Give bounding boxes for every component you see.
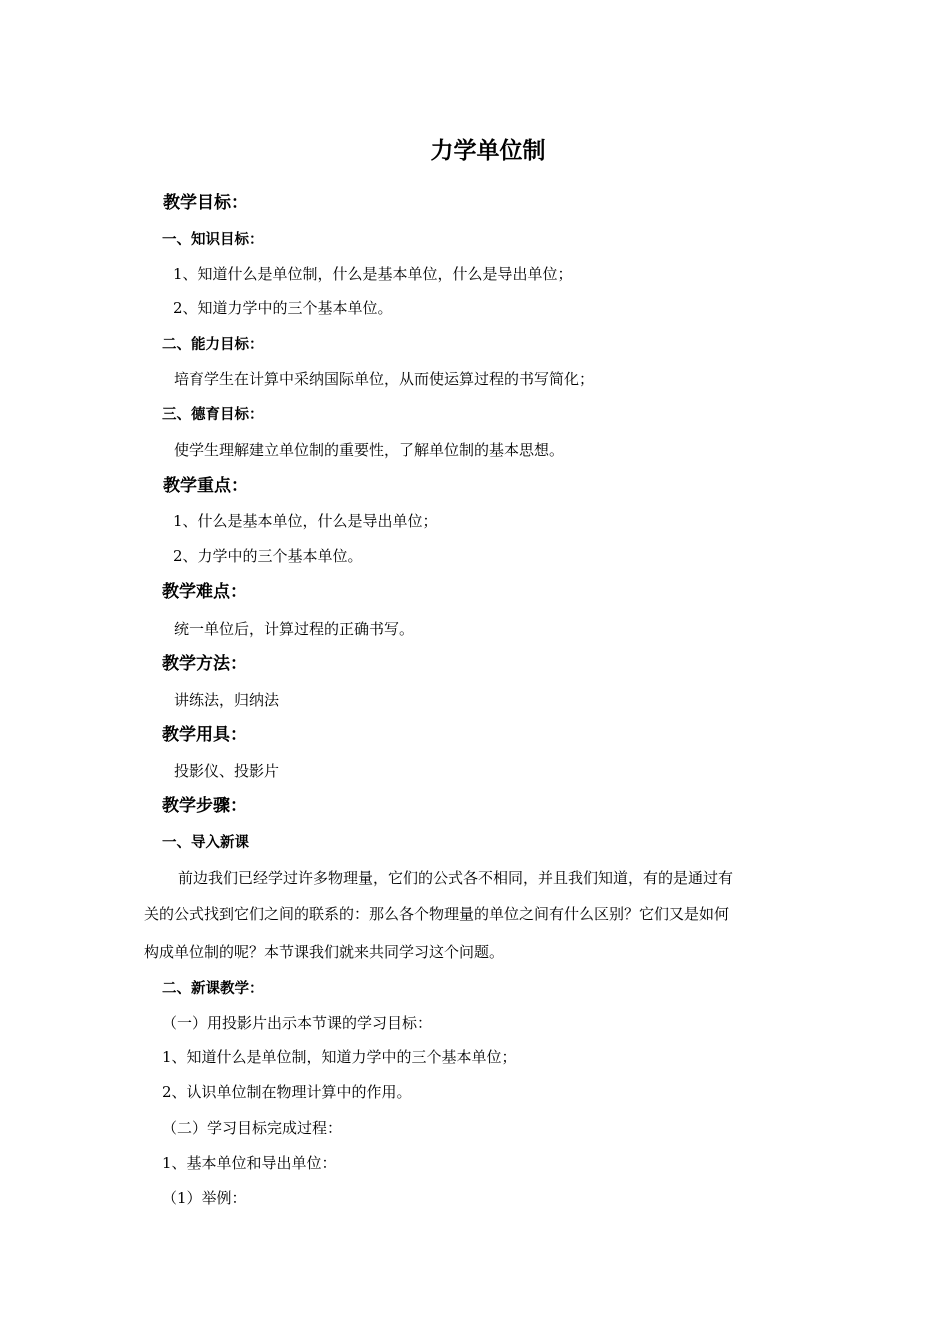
paragraph-line: （一）用投影片出示本节课的学习目标： — [162, 1014, 433, 1032]
paragraph-line: 使学生理解建立单位制的重要性，了解单位制的基本思想。 — [174, 441, 565, 459]
heading-teaching-methods: 教学方法： — [162, 654, 247, 674]
paragraph-line: 构成单位制的呢？本节课我们就来共同学习这个问题。 — [144, 943, 505, 961]
paragraph-line: 2、知道力学中的三个基本单位。 — [173, 299, 393, 317]
paragraph-line: 1、基本单位和导出单位： — [162, 1154, 337, 1172]
heading-teaching-steps: 教学步骤： — [162, 796, 247, 816]
paragraph-line: 1、什么是基本单位，什么是导出单位； — [173, 512, 438, 530]
heading-knowledge-goals: 一、知识目标： — [162, 232, 264, 248]
paragraph-line: 1、知道什么是单位制，什么是基本单位，什么是导出单位； — [173, 265, 573, 283]
paragraph-line: 投影仪、投影片 — [174, 762, 280, 780]
heading-key-points: 教学重点： — [163, 476, 248, 496]
heading-introduction: 一、导入新课 — [162, 835, 249, 851]
paragraph-line: 统一单位后，计算过程的正确书写。 — [174, 620, 415, 638]
paragraph-line: 讲练法，归纳法 — [174, 691, 280, 709]
paragraph-line: 培育学生在计算中采纳国际单位，从而使运算过程的书写简化； — [174, 370, 595, 388]
heading-teaching-tools: 教学用具： — [162, 725, 247, 745]
paragraph-line: 前边我们已经学过许多物理量，它们的公式各不相同，并且我们知道，有的是通过有 — [178, 869, 734, 887]
heading-moral-goals: 三、德育目标： — [162, 407, 264, 423]
document-title: 力学单位制 — [430, 138, 546, 164]
paragraph-line: 1、知道什么是单位制，知道力学中的三个基本单位； — [162, 1048, 517, 1066]
paragraph-line: 2、认识单位制在物理计算中的作用。 — [162, 1083, 412, 1101]
heading-teaching-goals: 教学目标： — [163, 193, 248, 213]
paragraph-line: 2、力学中的三个基本单位。 — [173, 547, 363, 565]
paragraph-line: （1）举例： — [162, 1189, 247, 1207]
heading-difficulties: 教学难点： — [162, 582, 247, 602]
paragraph-line: （二）学习目标完成过程： — [162, 1119, 343, 1137]
heading-ability-goals: 二、能力目标： — [162, 337, 264, 353]
heading-new-lesson: 二、新课教学： — [162, 981, 264, 997]
paragraph-line: 关的公式找到它们之间的联系的：那么各个物理量的单位之间有什么区别？它们又是如何 — [144, 905, 730, 923]
